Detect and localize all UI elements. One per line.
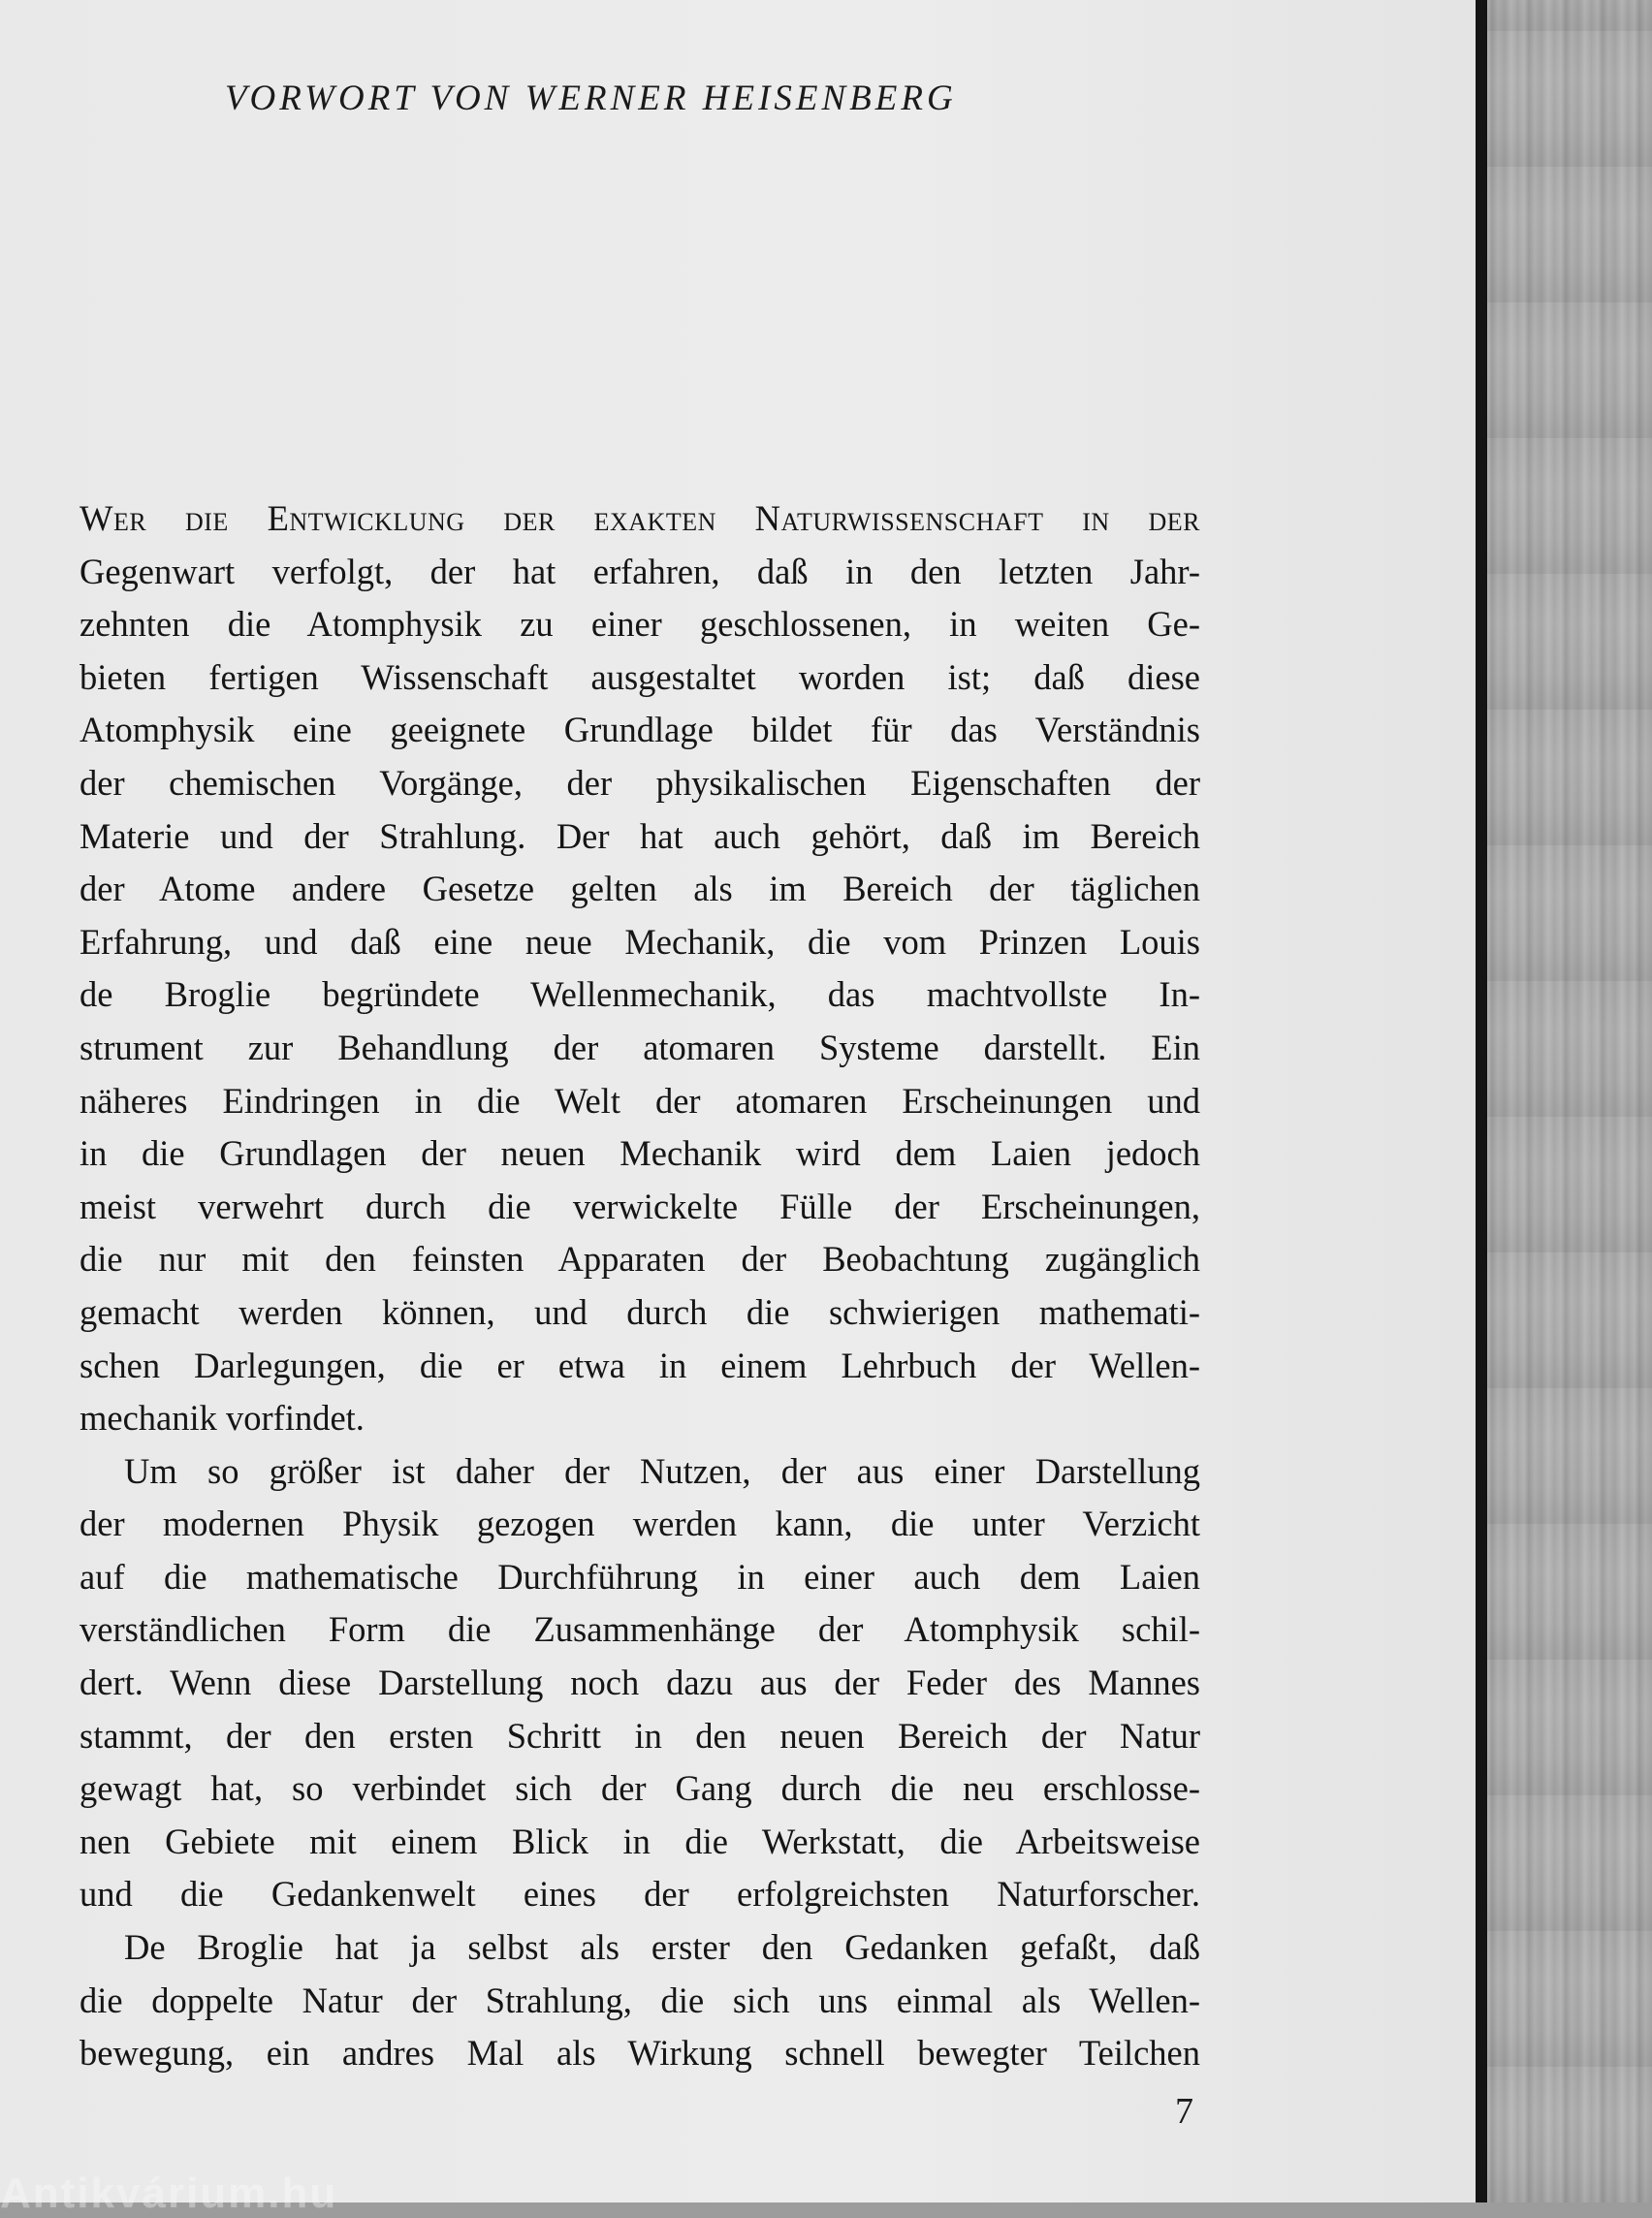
text-line: De Broglie hat ja selbst als erster den Gedanken gefaßt, daß [124, 1927, 1200, 1968]
page-edge [1476, 0, 1487, 2202]
body-text [79, 492, 1200, 2080]
text-line: de Broglie begründete Wellenmechanik, das machtvollste In- [79, 974, 1200, 1015]
text-line: meist verwehrt durch die verwickelte Fülle der Erscheinungen, [79, 1186, 1200, 1226]
text-line: näheres Eindringen in die Welt der atomaren Erscheinungen und [79, 1080, 1200, 1121]
text-line: und die Gedankenwelt eines der erfolgreichsten Naturforscher. [79, 1874, 1200, 1915]
running-head: VORWORT VON WERNER HEISENBERG [225, 79, 957, 118]
text-line: gemacht werden können, und durch die schwierigen mathemati- [79, 1291, 1200, 1332]
text-line: die nur mit den feinsten Apparaten der Beobachtung zugänglich [79, 1239, 1200, 1280]
text-line: auf die mathematische Durchführung in einer auch dem Laien [79, 1556, 1200, 1597]
text-line: Gegenwart verfolgt, der hat erfahren, daß in den letzten Jahr- [79, 551, 1200, 591]
text-line: Atomphysik eine geeignete Grundlage bildet für das Verständnis [79, 710, 1200, 750]
text-line: der Atome andere Gesetze gelten als im Bereich der täglichen [79, 869, 1200, 909]
text-line: Um so größer ist daher der Nutzen, der aus einer Darstellung [124, 1450, 1200, 1491]
background-surface [1481, 0, 1652, 2202]
text-line: mechanik vorfindet. [79, 1398, 365, 1439]
text-line: Wer die Entwicklung der exakten Naturwissenschaft in der [79, 498, 1200, 538]
paragraph [79, 1921, 1200, 2080]
paragraph [79, 1445, 1200, 1921]
text-line: dert. Wenn diese Darstellung noch dazu aus der Feder des Mannes [79, 1663, 1200, 1703]
text-line: Erfahrung, und daß eine neue Mechanik, die vom Prinzen Louis [79, 921, 1200, 962]
text-line: Materie und der Strahlung. Der hat auch gehört, daß im Bereich [79, 815, 1200, 856]
text-line: stammt, der den ersten Schritt in den neuen Bereich der Natur [79, 1715, 1200, 1756]
text-line: in die Grundlagen der neuen Mechanik wird dem Laien jedoch [79, 1133, 1200, 1174]
text-line: der modernen Physik gezogen werden kann, die unter Verzicht [79, 1504, 1200, 1544]
text-line: bieten fertigen Wissenschaft ausgestaltet worden ist; daß diese [79, 656, 1200, 697]
text-line: gewagt hat, so verbindet sich der Gang durch die neu erschlosse- [79, 1768, 1200, 1809]
text-line: zehnten die Atomphysik zu einer geschlossenen, in weiten Ge- [79, 604, 1200, 645]
text-line: der chemischen Vorgänge, der physikalischen Eigenschaften der [79, 762, 1200, 803]
text-line: verständlichen Form die Zusammenhänge der Atomphysik schil- [79, 1609, 1200, 1650]
paragraph [79, 492, 1200, 1445]
watermark: Antikvárium.hu [0, 2170, 338, 2217]
page-number: 7 [1175, 2091, 1193, 2132]
text-line: schen Darlegungen, die er etwa in einem Lehrbuch der Wellen- [79, 1345, 1200, 1385]
text-line: strument zur Behandlung der atomaren Systeme darstellt. Ein [79, 1027, 1200, 1067]
text-line: nen Gebiete mit einem Blick in die Werkstatt, die Arbeitsweise [79, 1821, 1200, 1861]
text-line: die doppelte Natur der Strahlung, die sich uns einmal als Wellen- [79, 1980, 1200, 2020]
text-line: bewegung, ein andres Mal als Wirkung schnell bewegter Teilchen [79, 2033, 1200, 2074]
